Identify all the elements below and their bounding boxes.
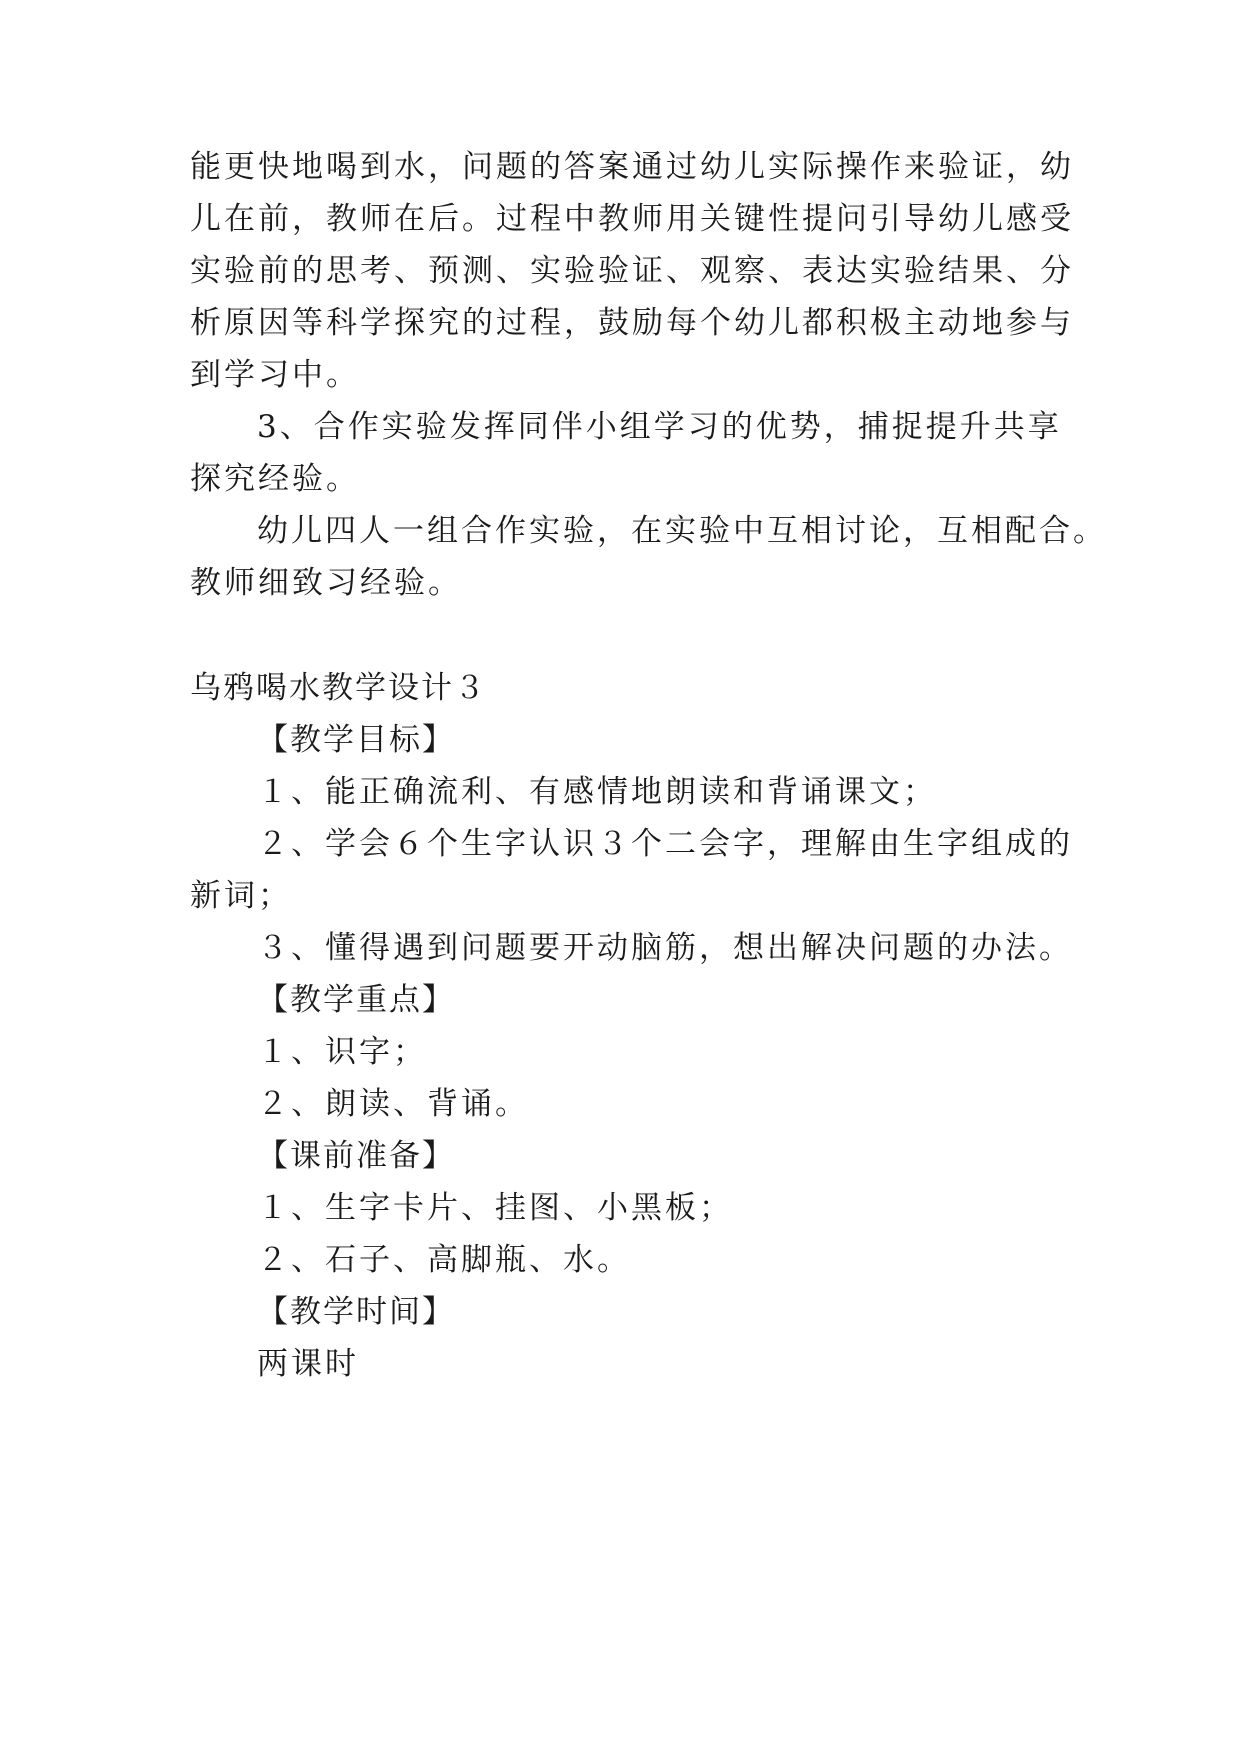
key-point-item-2: ２、朗读、背诵。 [257, 1086, 529, 1122]
key-points-heading: 【教学重点】 [257, 982, 455, 1018]
objective-item-2-continuation: 新词； [190, 878, 292, 914]
list-item-point-3: 3、合作实验发挥同伴小组学习的优势，捕捉提升共享 [257, 409, 1062, 445]
paragraph-line: 幼儿四人一组合作实验，在实验中互相讨论，互相配合。 [257, 513, 1107, 549]
paragraph-line: 到学习中。 [190, 357, 360, 393]
paragraph-line: 析原因等科学探究的过程，鼓励每个幼儿都积极主动地参与 [190, 305, 1074, 341]
preparation-item-2: ２、石子、高脚瓶、水。 [257, 1242, 631, 1278]
time-heading: 【教学时间】 [257, 1294, 455, 1330]
objective-item-3: ３、懂得遇到问题要开动脑筋，想出解决问题的办法。 [257, 930, 1073, 966]
preparation-item-1: １、生字卡片、挂图、小黑板； [257, 1190, 733, 1226]
objective-item-1: １、能正确流利、有感情地朗读和背诵课文； [257, 774, 937, 810]
paragraph-line: 教师细致习经验。 [190, 565, 462, 601]
key-point-item-1: １、识字； [257, 1034, 427, 1070]
paragraph-line: 实验前的思考、预测、实验验证、观察、表达实验结果、分 [190, 253, 1074, 289]
objective-item-2: ２、学会６个生字认识３个二会字，理解由生字组成的 [257, 826, 1073, 862]
time-value: 两课时 [257, 1346, 359, 1382]
paragraph-line: 能更快地喝到水，问题的答案通过幼儿实际操作来验证，幼 [190, 149, 1074, 185]
objectives-heading: 【教学目标】 [257, 722, 455, 758]
section-title: 乌鸦喝水教学设计３ [190, 670, 487, 706]
preparation-heading: 【课前准备】 [257, 1138, 455, 1174]
paragraph-line: 探究经验。 [190, 461, 360, 497]
paragraph-line: 儿在前，教师在后。过程中教师用关键性提问引导幼儿感受 [190, 201, 1074, 237]
